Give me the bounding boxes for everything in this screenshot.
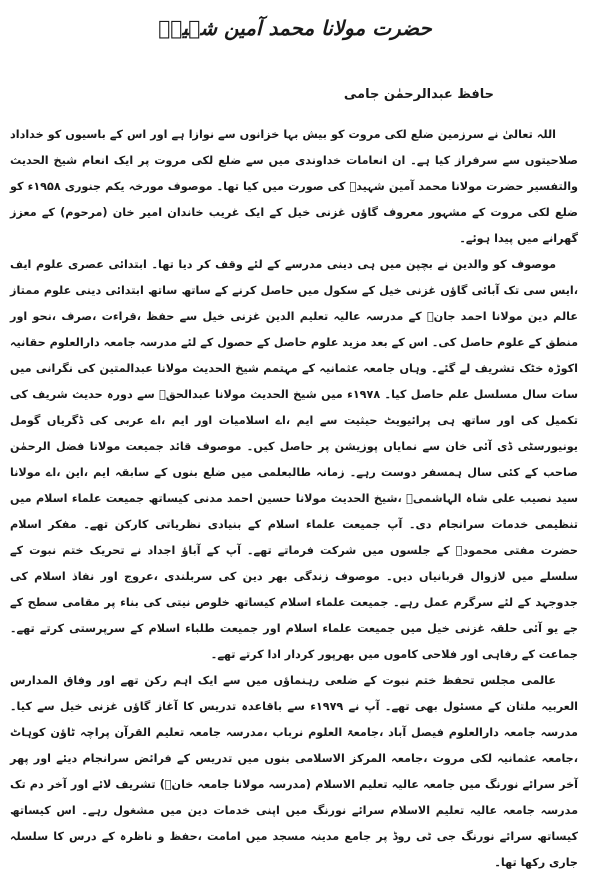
article-body [10, 122, 578, 876]
author-name: حافظ عبدالرحمٰن جامی [343, 87, 494, 102]
paragraph-education: موصوف کو والدین نے بچپن میں ہی دینی مدرسے کے لئے وقف کر دیا تھا۔ ابتدائی عصری علوم ایف ،ایس سی تک آبائی گاؤں غزنی خیل کے سکول میں حاصل کرنے کے ساتھ ساتھ ابتدائی دینی علوم ممتاز عالم دین مولانا احمد جانؒ کے مدرسہ عالیہ تعلیم الدین غزنی خیل سے حفظ ،قراءت ،صرف ،نحو اور منطق کے علوم حاصل کی۔ اس کے بعد مزید علوم حاصل کے حصول کے لئے مدرسہ جامعہ دارالعلوم حقانیہ اکوڑہ خٹک تشریف لے گئے۔ وہاں جامعہ عثمانیہ کے مہتمم شیخ الحدیث مولانا عبدالمتین کی نگرانی میں سات سال مسلسل علم حاصل کیا۔ ۱۹۷۸ء میں شیخ الحدیث مولانا عبدالحقؒ سے دورہ حدیث شریف کی تکمیل کی اور ساتھ ہی پرائیویٹ حیثیت سے ایم ،اے اسلامیات اور ایم ،اے عربی کی ڈگریاں گومل یونیورسٹی ڈی آئی خان سے نمایاں پوزیشن پر حاصل کیں۔ موصوف قائد جمیعت مولانا فضل الرحمٰن صاحب کے کئی سال ہمسفر دوست رہے۔ زمانہ طالبعلمی میں ضلع بنوں کے سابقہ ایم ،این ،اے مولانا سید نصیب علی شاہ الہاشمیؒ ،شیخ الحدیث مولانا حسین احمد مدنی کیساتھ جمیعت علماء اسلام میں تنظیمی خدمات سرانجام دی۔ آپ جمیعت علماء اسلام کے بنیادی نظریاتی کارکن تھے۔ مفکر اسلام حضرت مفتی محمودؒ کے جلسوں میں شرکت فرماتے تھے۔ آپ کے آباؤ اجداد نے تحریک ختم نبوت کے سلسلے میں لازوال قربانیاں دیں۔ موصوف زندگی بھر دین کی سربلندی ،عروج اور نفاذ اسلام کی جدوجہد کے لئے سرگرم عمل رہے۔ جمیعت علماء اسلام کیساتھ خلوص نیتی کی بناء پر مقامی سطح کے جے یو آئی حلقہ غزنی خیل میں جمیعت علماء اسلام اور جمیعت طلباء اسلام کے سرپرستی کرتے تھے۔ جماعت کے رفاہی اور فلاحی کاموں میں بھرپور کردار ادا کرتے تھے۔ [10, 258, 578, 661]
article-title: حضرت مولانا محمد آمین شہیدؒ [158, 16, 432, 40]
paragraph-intro: اللہ تعالیٰ نے سرزمین ضلع لکی مروت کو بیش بہا خزانوں سے نوازا ہے اور اس کے باسیوں کو خداداد صلاحیتوں سے سرفراز کیا ہے۔ ان انعامات خداوندی میں سے ضلع لکی مروت پر ایک انعام شیخ الحدیث والتفسیر حضرت مولانا محمد آمین شہیدؒ کی صورت میں کیا تھا۔ موصوف مورخہ یکم جنوری ۱۹۵۸ء کو ضلع لکی مروت کے مشہور معروف گاؤں غزنی خیل کے ایک غریب خاندان امیر خان (مرحوم) کے معزز گھرانے میں پیدا ہوئے۔ [10, 128, 579, 245]
paragraph-teaching: عالمی مجلس تحفظ ختم نبوت کے ضلعی رہنماؤں میں سے ایک اہم رکن تھے اور وفاق المدارس العربیہ ملتان کے مسئول بھی تھے۔ آپ نے ۱۹۷۹ء سے باقاعدہ تدریس کا آغاز گاؤں غزنی خیل سے کیا۔ مدرسہ جامعہ دارالعلوم فیصل آباد ،جامعۃ العلوم نرباب ،مدرسہ جامعہ تعلیم القرآن پراچہ ٹاؤن کوہاٹ ،جامعہ عثمانیہ لکی مروت ،جامعہ المرکز الاسلامی بنوں میں تدریس کے فرائض سرانجام دیئے اور پھر آخر سرائے نورنگ میں جامعہ عالیہ تعلیم الاسلام (مدرسہ مولانا جامعہ خانؒ) تشریف لائے اور آخر دم تک مدرسہ جامعہ عالیہ تعلیم الاسلام سرائے نورنگ میں اپنی خدمات دین میں مشغول رہے۔ اس کیساتھ کیساتھ سرائے نورنگ جی ٹی روڈ پر جامع مدینہ مسجد میں امامت ،حفظ و ناظرہ کے درس کا سلسلہ جاری رکھا تھا۔ [10, 674, 579, 869]
